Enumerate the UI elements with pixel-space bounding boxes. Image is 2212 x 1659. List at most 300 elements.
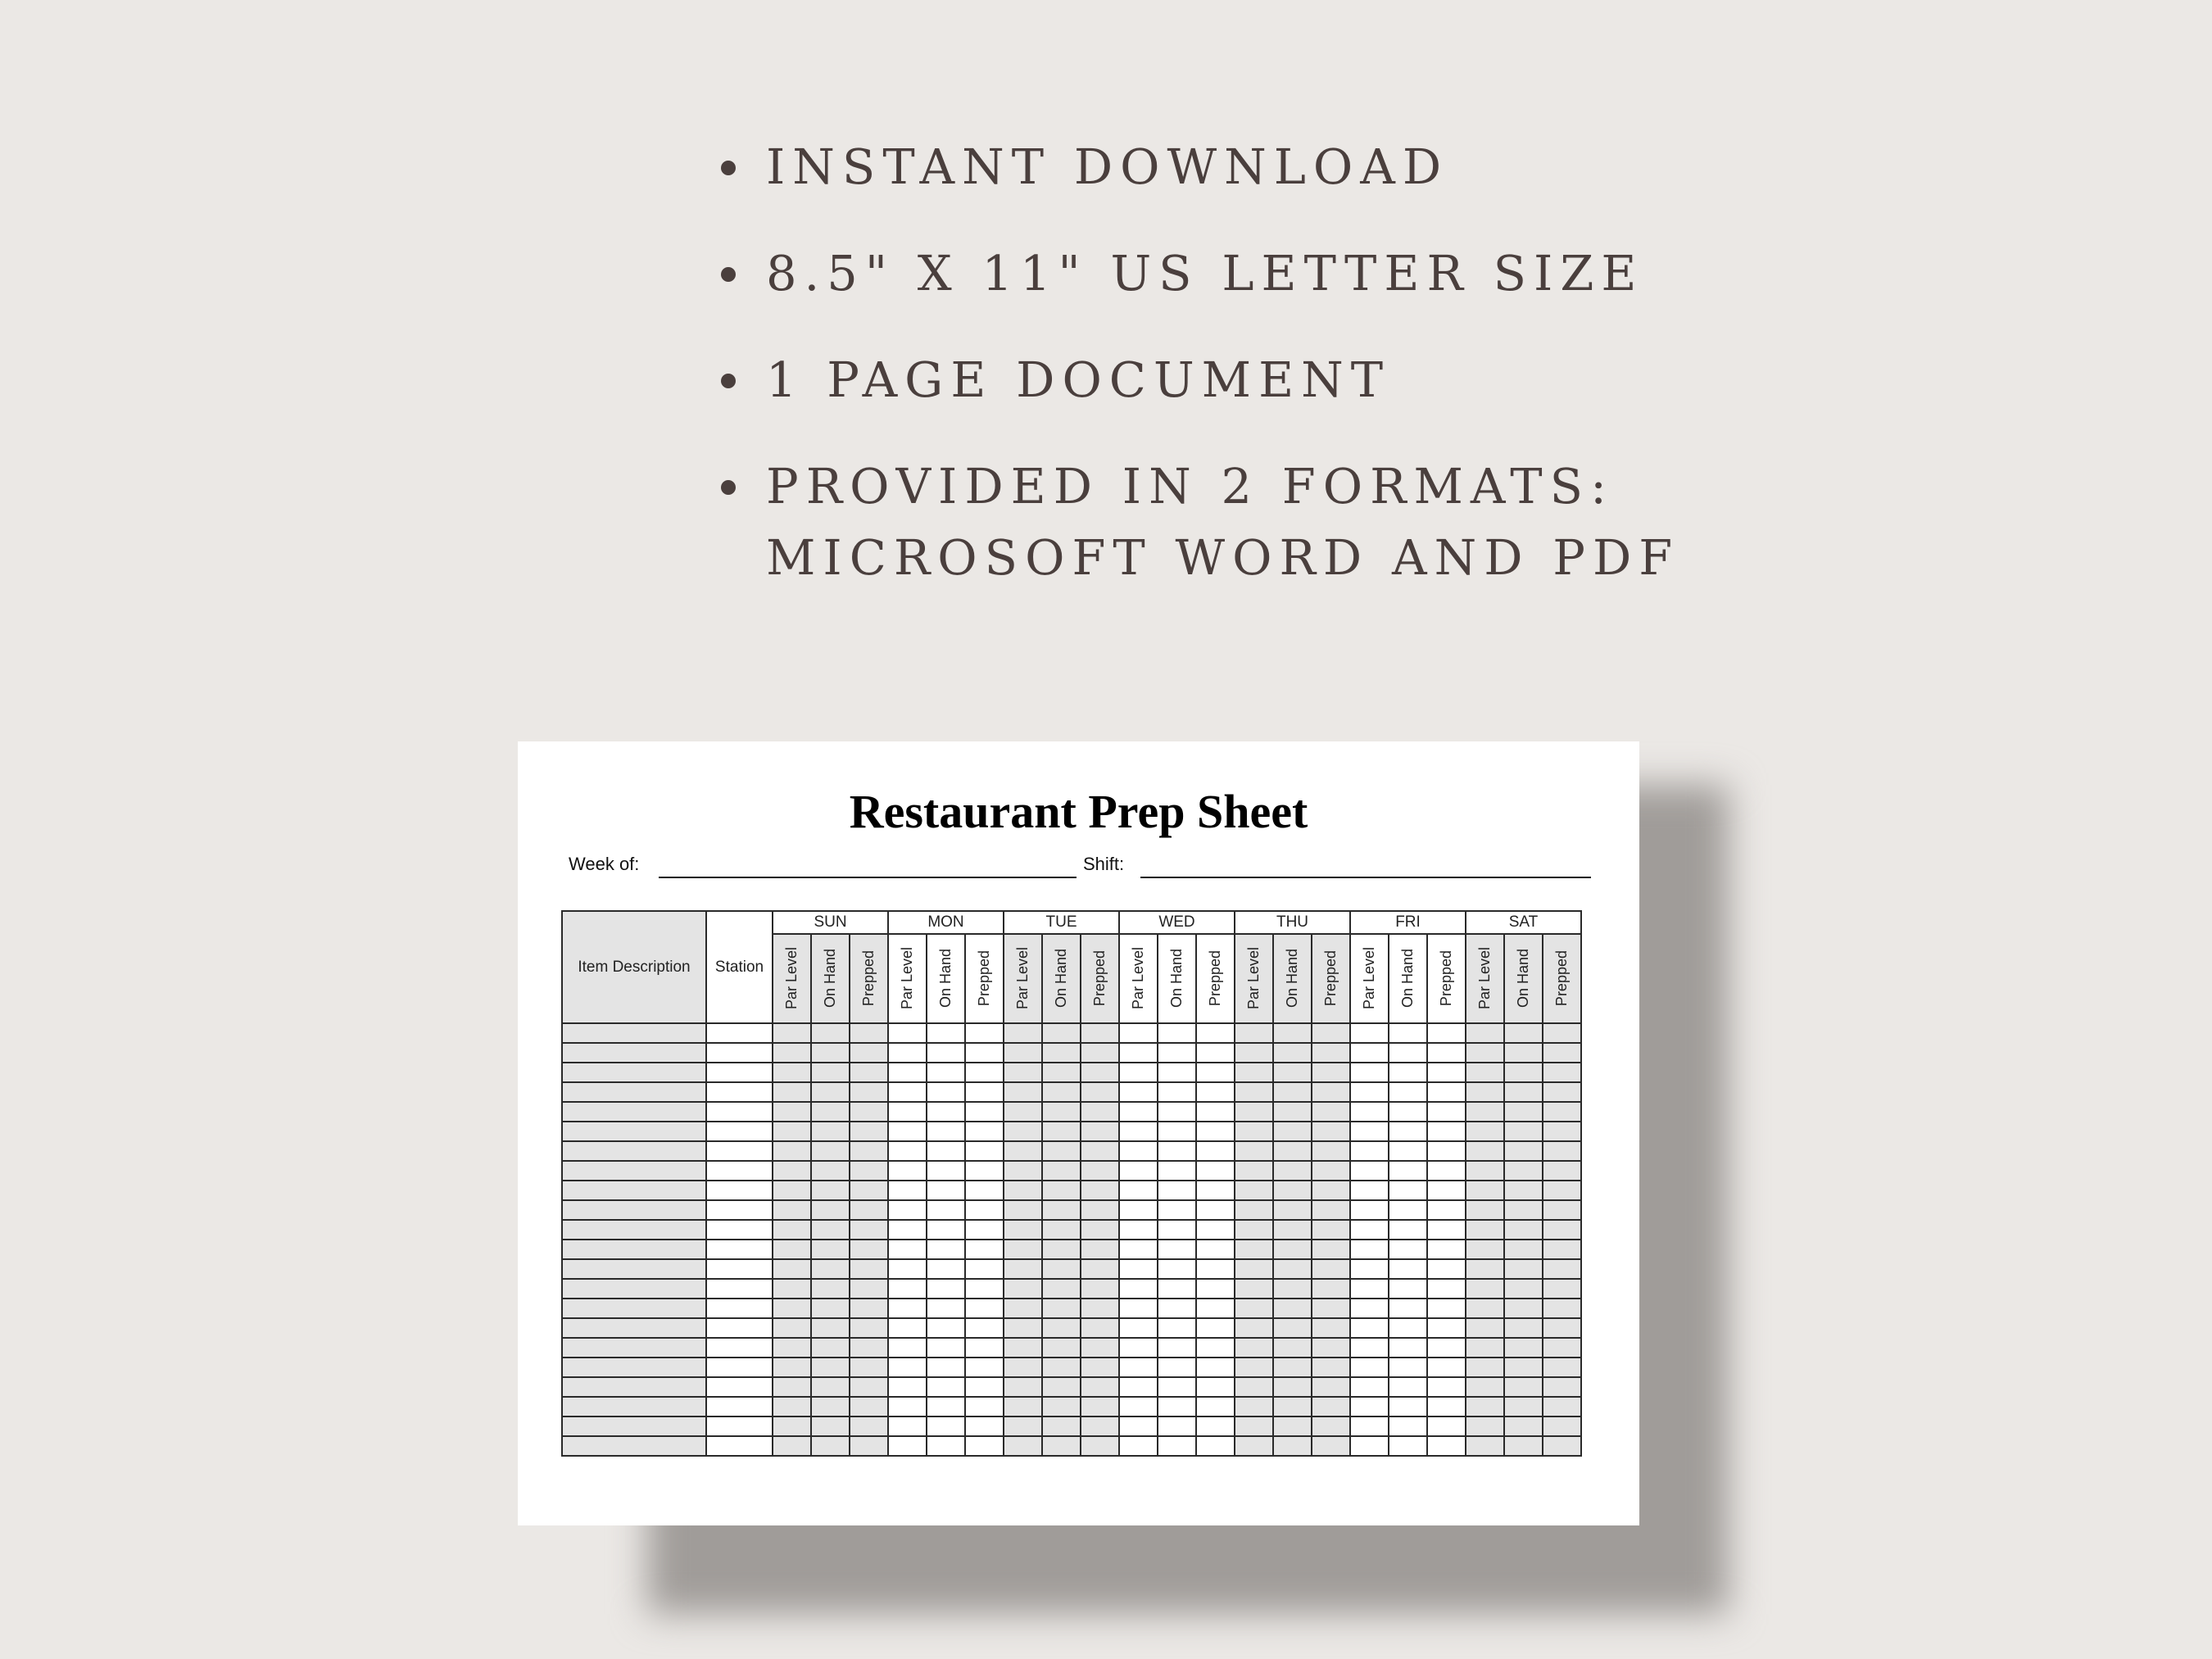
prep-cell[interactable] (1312, 1122, 1350, 1141)
prep-cell[interactable] (1158, 1082, 1196, 1102)
prep-cell[interactable] (1543, 1082, 1581, 1102)
prep-cell[interactable] (1543, 1063, 1581, 1082)
prep-cell[interactable] (965, 1416, 1004, 1436)
prep-cell[interactable] (1004, 1181, 1042, 1200)
prep-cell[interactable] (1350, 1181, 1389, 1200)
prep-cell[interactable] (1427, 1063, 1466, 1082)
prep-cell[interactable] (1119, 1141, 1158, 1161)
prep-cell[interactable] (1119, 1397, 1158, 1416)
prep-cell[interactable] (1466, 1299, 1504, 1318)
prep-cell[interactable] (965, 1102, 1004, 1122)
prep-cell[interactable] (1427, 1043, 1466, 1063)
prep-cell[interactable] (1081, 1200, 1119, 1220)
prep-cell[interactable] (773, 1299, 811, 1318)
prep-cell[interactable] (888, 1220, 927, 1240)
station-cell[interactable] (706, 1063, 773, 1082)
prep-cell[interactable] (1312, 1259, 1350, 1279)
prep-cell[interactable] (1081, 1318, 1119, 1338)
prep-cell[interactable] (1350, 1358, 1389, 1377)
prep-cell[interactable] (1042, 1102, 1081, 1122)
prep-cell[interactable] (888, 1338, 927, 1358)
item-description-cell[interactable] (562, 1397, 706, 1416)
prep-cell[interactable] (1158, 1102, 1196, 1122)
prep-cell[interactable] (1350, 1377, 1389, 1397)
prep-cell[interactable] (1158, 1377, 1196, 1397)
prep-cell[interactable] (1543, 1377, 1581, 1397)
prep-cell[interactable] (1312, 1102, 1350, 1122)
prep-cell[interactable] (1427, 1338, 1466, 1358)
prep-cell[interactable] (1235, 1259, 1273, 1279)
prep-cell[interactable] (850, 1377, 888, 1397)
prep-cell[interactable] (1196, 1063, 1235, 1082)
prep-cell[interactable] (888, 1023, 927, 1043)
prep-cell[interactable] (1427, 1358, 1466, 1377)
prep-cell[interactable] (1466, 1397, 1504, 1416)
prep-cell[interactable] (1119, 1200, 1158, 1220)
station-cell[interactable] (706, 1259, 773, 1279)
prep-cell[interactable] (773, 1023, 811, 1043)
prep-cell[interactable] (1196, 1377, 1235, 1397)
prep-cell[interactable] (1350, 1141, 1389, 1161)
prep-cell[interactable] (1235, 1358, 1273, 1377)
prep-cell[interactable] (1312, 1063, 1350, 1082)
prep-cell[interactable] (927, 1358, 965, 1377)
prep-cell[interactable] (773, 1259, 811, 1279)
prep-cell[interactable] (1004, 1102, 1042, 1122)
prep-cell[interactable] (1466, 1161, 1504, 1181)
prep-cell[interactable] (1466, 1181, 1504, 1200)
prep-cell[interactable] (1119, 1063, 1158, 1082)
prep-cell[interactable] (1081, 1377, 1119, 1397)
prep-cell[interactable] (1042, 1279, 1081, 1299)
prep-cell[interactable] (1235, 1416, 1273, 1436)
prep-cell[interactable] (1042, 1161, 1081, 1181)
item-description-cell[interactable] (562, 1200, 706, 1220)
prep-cell[interactable] (927, 1299, 965, 1318)
prep-cell[interactable] (1196, 1397, 1235, 1416)
item-description-cell[interactable] (562, 1358, 706, 1377)
prep-cell[interactable] (1042, 1082, 1081, 1102)
prep-cell[interactable] (1350, 1397, 1389, 1416)
item-description-cell[interactable] (562, 1043, 706, 1063)
prep-cell[interactable] (1235, 1141, 1273, 1161)
prep-cell[interactable] (1543, 1259, 1581, 1279)
prep-cell[interactable] (850, 1023, 888, 1043)
prep-cell[interactable] (850, 1240, 888, 1259)
item-description-cell[interactable] (562, 1063, 706, 1082)
prep-cell[interactable] (1273, 1023, 1312, 1043)
prep-cell[interactable] (1427, 1240, 1466, 1259)
prep-cell[interactable] (1235, 1397, 1273, 1416)
prep-cell[interactable] (773, 1279, 811, 1299)
prep-cell[interactable] (773, 1397, 811, 1416)
prep-cell[interactable] (1389, 1082, 1427, 1102)
prep-cell[interactable] (1504, 1023, 1543, 1043)
prep-cell[interactable] (1504, 1043, 1543, 1063)
prep-cell[interactable] (850, 1102, 888, 1122)
prep-cell[interactable] (1004, 1318, 1042, 1338)
item-description-cell[interactable] (562, 1338, 706, 1358)
prep-cell[interactable] (965, 1220, 1004, 1240)
prep-cell[interactable] (888, 1436, 927, 1456)
prep-cell[interactable] (1196, 1161, 1235, 1181)
prep-cell[interactable] (1081, 1299, 1119, 1318)
prep-cell[interactable] (1196, 1220, 1235, 1240)
prep-cell[interactable] (1081, 1181, 1119, 1200)
prep-cell[interactable] (1081, 1220, 1119, 1240)
prep-cell[interactable] (811, 1102, 850, 1122)
prep-cell[interactable] (1196, 1023, 1235, 1043)
prep-cell[interactable] (1004, 1023, 1042, 1043)
prep-cell[interactable] (811, 1377, 850, 1397)
prep-cell[interactable] (1543, 1181, 1581, 1200)
prep-cell[interactable] (965, 1181, 1004, 1200)
prep-cell[interactable] (1389, 1240, 1427, 1259)
prep-cell[interactable] (1235, 1299, 1273, 1318)
prep-cell[interactable] (1273, 1358, 1312, 1377)
prep-cell[interactable] (1466, 1063, 1504, 1082)
prep-cell[interactable] (1004, 1220, 1042, 1240)
prep-cell[interactable] (1235, 1279, 1273, 1299)
prep-cell[interactable] (811, 1318, 850, 1338)
prep-cell[interactable] (1543, 1161, 1581, 1181)
prep-cell[interactable] (1119, 1102, 1158, 1122)
prep-cell[interactable] (850, 1318, 888, 1338)
prep-cell[interactable] (850, 1299, 888, 1318)
prep-cell[interactable] (1081, 1259, 1119, 1279)
prep-cell[interactable] (1158, 1416, 1196, 1436)
prep-cell[interactable] (1389, 1141, 1427, 1161)
prep-cell[interactable] (1350, 1200, 1389, 1220)
prep-cell[interactable] (1312, 1397, 1350, 1416)
prep-cell[interactable] (927, 1318, 965, 1338)
prep-cell[interactable] (927, 1082, 965, 1102)
prep-cell[interactable] (1504, 1358, 1543, 1377)
prep-cell[interactable] (1196, 1338, 1235, 1358)
prep-cell[interactable] (1004, 1436, 1042, 1456)
prep-cell[interactable] (1466, 1122, 1504, 1141)
station-cell[interactable] (706, 1200, 773, 1220)
prep-cell[interactable] (773, 1338, 811, 1358)
prep-cell[interactable] (1466, 1436, 1504, 1456)
prep-cell[interactable] (927, 1023, 965, 1043)
prep-cell[interactable] (965, 1377, 1004, 1397)
prep-cell[interactable] (850, 1082, 888, 1102)
station-cell[interactable] (706, 1141, 773, 1161)
prep-cell[interactable] (1081, 1102, 1119, 1122)
prep-cell[interactable] (1504, 1122, 1543, 1141)
prep-cell[interactable] (1273, 1063, 1312, 1082)
prep-cell[interactable] (1427, 1377, 1466, 1397)
prep-cell[interactable] (1427, 1279, 1466, 1299)
prep-cell[interactable] (811, 1259, 850, 1279)
prep-cell[interactable] (1389, 1338, 1427, 1358)
prep-cell[interactable] (1235, 1200, 1273, 1220)
prep-cell[interactable] (1235, 1436, 1273, 1456)
station-cell[interactable] (706, 1043, 773, 1063)
prep-cell[interactable] (1004, 1141, 1042, 1161)
station-cell[interactable] (706, 1240, 773, 1259)
prep-cell[interactable] (1389, 1200, 1427, 1220)
prep-cell[interactable] (1081, 1082, 1119, 1102)
prep-cell[interactable] (1466, 1102, 1504, 1122)
prep-cell[interactable] (1543, 1318, 1581, 1338)
prep-cell[interactable] (1004, 1397, 1042, 1416)
prep-cell[interactable] (1350, 1082, 1389, 1102)
prep-cell[interactable] (773, 1181, 811, 1200)
prep-cell[interactable] (965, 1063, 1004, 1082)
prep-cell[interactable] (1004, 1240, 1042, 1259)
prep-cell[interactable] (1158, 1122, 1196, 1141)
prep-cell[interactable] (1196, 1122, 1235, 1141)
prep-cell[interactable] (811, 1141, 850, 1161)
prep-cell[interactable] (1235, 1377, 1273, 1397)
prep-cell[interactable] (927, 1397, 965, 1416)
station-cell[interactable] (706, 1220, 773, 1240)
prep-cell[interactable] (1427, 1416, 1466, 1436)
prep-cell[interactable] (1543, 1279, 1581, 1299)
prep-cell[interactable] (1158, 1063, 1196, 1082)
prep-cell[interactable] (1158, 1338, 1196, 1358)
prep-cell[interactable] (1504, 1416, 1543, 1436)
prep-cell[interactable] (965, 1240, 1004, 1259)
prep-cell[interactable] (1081, 1023, 1119, 1043)
prep-cell[interactable] (1466, 1141, 1504, 1161)
prep-cell[interactable] (811, 1240, 850, 1259)
prep-cell[interactable] (773, 1377, 811, 1397)
prep-cell[interactable] (1350, 1122, 1389, 1141)
prep-cell[interactable] (1389, 1102, 1427, 1122)
prep-cell[interactable] (888, 1063, 927, 1082)
item-description-cell[interactable] (562, 1122, 706, 1141)
prep-cell[interactable] (1466, 1318, 1504, 1338)
item-description-cell[interactable] (562, 1436, 706, 1456)
prep-cell[interactable] (1042, 1023, 1081, 1043)
prep-cell[interactable] (927, 1240, 965, 1259)
prep-cell[interactable] (1504, 1240, 1543, 1259)
prep-cell[interactable] (1504, 1161, 1543, 1181)
prep-cell[interactable] (927, 1377, 965, 1397)
prep-cell[interactable] (1466, 1279, 1504, 1299)
prep-cell[interactable] (811, 1416, 850, 1436)
prep-cell[interactable] (1312, 1082, 1350, 1102)
prep-cell[interactable] (773, 1358, 811, 1377)
prep-cell[interactable] (1158, 1397, 1196, 1416)
prep-cell[interactable] (927, 1220, 965, 1240)
prep-cell[interactable] (1158, 1141, 1196, 1161)
prep-cell[interactable] (965, 1141, 1004, 1161)
prep-cell[interactable] (811, 1220, 850, 1240)
prep-cell[interactable] (1042, 1200, 1081, 1220)
prep-cell[interactable] (1504, 1259, 1543, 1279)
prep-cell[interactable] (1004, 1279, 1042, 1299)
prep-cell[interactable] (1504, 1318, 1543, 1338)
prep-cell[interactable] (1273, 1161, 1312, 1181)
prep-cell[interactable] (1235, 1338, 1273, 1358)
prep-cell[interactable] (1196, 1318, 1235, 1338)
prep-cell[interactable] (1158, 1240, 1196, 1259)
prep-cell[interactable] (850, 1338, 888, 1358)
prep-cell[interactable] (1504, 1141, 1543, 1161)
prep-cell[interactable] (1081, 1122, 1119, 1141)
prep-cell[interactable] (850, 1043, 888, 1063)
prep-cell[interactable] (1466, 1259, 1504, 1279)
prep-cell[interactable] (1042, 1181, 1081, 1200)
prep-cell[interactable] (1004, 1299, 1042, 1318)
prep-cell[interactable] (1042, 1220, 1081, 1240)
prep-cell[interactable] (965, 1318, 1004, 1338)
prep-cell[interactable] (850, 1358, 888, 1377)
prep-cell[interactable] (1543, 1240, 1581, 1259)
prep-cell[interactable] (1196, 1259, 1235, 1279)
prep-cell[interactable] (1004, 1358, 1042, 1377)
prep-cell[interactable] (1350, 1279, 1389, 1299)
prep-cell[interactable] (1466, 1240, 1504, 1259)
prep-cell[interactable] (1312, 1161, 1350, 1181)
prep-cell[interactable] (1042, 1318, 1081, 1338)
prep-cell[interactable] (1427, 1102, 1466, 1122)
prep-cell[interactable] (927, 1338, 965, 1358)
prep-cell[interactable] (888, 1358, 927, 1377)
item-description-cell[interactable] (562, 1082, 706, 1102)
prep-cell[interactable] (1042, 1043, 1081, 1063)
prep-cell[interactable] (1119, 1220, 1158, 1240)
prep-cell[interactable] (1235, 1063, 1273, 1082)
prep-cell[interactable] (1196, 1082, 1235, 1102)
prep-cell[interactable] (1235, 1043, 1273, 1063)
prep-cell[interactable] (888, 1397, 927, 1416)
prep-cell[interactable] (1389, 1377, 1427, 1397)
prep-cell[interactable] (1466, 1082, 1504, 1102)
prep-cell[interactable] (1427, 1436, 1466, 1456)
prep-cell[interactable] (1119, 1082, 1158, 1102)
prep-cell[interactable] (1273, 1436, 1312, 1456)
prep-cell[interactable] (965, 1161, 1004, 1181)
prep-cell[interactable] (1004, 1259, 1042, 1279)
prep-cell[interactable] (965, 1279, 1004, 1299)
prep-cell[interactable] (1081, 1240, 1119, 1259)
prep-cell[interactable] (965, 1043, 1004, 1063)
prep-cell[interactable] (773, 1200, 811, 1220)
prep-cell[interactable] (888, 1377, 927, 1397)
prep-cell[interactable] (1042, 1436, 1081, 1456)
prep-cell[interactable] (1504, 1436, 1543, 1456)
prep-cell[interactable] (1081, 1043, 1119, 1063)
station-cell[interactable] (706, 1318, 773, 1338)
prep-cell[interactable] (773, 1436, 811, 1456)
prep-cell[interactable] (1158, 1023, 1196, 1043)
prep-cell[interactable] (1504, 1102, 1543, 1122)
prep-cell[interactable] (1312, 1023, 1350, 1043)
prep-cell[interactable] (1273, 1220, 1312, 1240)
prep-cell[interactable] (1312, 1220, 1350, 1240)
prep-cell[interactable] (811, 1063, 850, 1082)
prep-cell[interactable] (773, 1416, 811, 1436)
prep-cell[interactable] (773, 1161, 811, 1181)
prep-cell[interactable] (1235, 1240, 1273, 1259)
item-description-cell[interactable] (562, 1023, 706, 1043)
prep-cell[interactable] (1273, 1102, 1312, 1122)
prep-cell[interactable] (927, 1259, 965, 1279)
prep-cell[interactable] (1312, 1141, 1350, 1161)
prep-cell[interactable] (1466, 1416, 1504, 1436)
prep-cell[interactable] (1427, 1200, 1466, 1220)
prep-cell[interactable] (965, 1122, 1004, 1141)
prep-cell[interactable] (773, 1102, 811, 1122)
prep-cell[interactable] (1389, 1063, 1427, 1082)
prep-cell[interactable] (1466, 1023, 1504, 1043)
prep-cell[interactable] (1235, 1318, 1273, 1338)
prep-cell[interactable] (773, 1122, 811, 1141)
station-cell[interactable] (706, 1102, 773, 1122)
prep-cell[interactable] (1466, 1358, 1504, 1377)
prep-cell[interactable] (811, 1358, 850, 1377)
prep-cell[interactable] (850, 1416, 888, 1436)
prep-cell[interactable] (850, 1259, 888, 1279)
prep-cell[interactable] (1543, 1141, 1581, 1161)
prep-cell[interactable] (773, 1220, 811, 1240)
prep-cell[interactable] (888, 1181, 927, 1200)
prep-cell[interactable] (811, 1279, 850, 1299)
prep-cell[interactable] (1504, 1181, 1543, 1200)
prep-cell[interactable] (1504, 1220, 1543, 1240)
prep-cell[interactable] (1196, 1102, 1235, 1122)
prep-cell[interactable] (1081, 1141, 1119, 1161)
prep-cell[interactable] (1273, 1240, 1312, 1259)
prep-cell[interactable] (1196, 1299, 1235, 1318)
prep-cell[interactable] (1119, 1299, 1158, 1318)
prep-cell[interactable] (965, 1299, 1004, 1318)
prep-cell[interactable] (1389, 1259, 1427, 1279)
prep-cell[interactable] (1196, 1436, 1235, 1456)
prep-cell[interactable] (1389, 1416, 1427, 1436)
prep-cell[interactable] (965, 1397, 1004, 1416)
item-description-cell[interactable] (562, 1141, 706, 1161)
item-description-cell[interactable] (562, 1240, 706, 1259)
prep-cell[interactable] (850, 1122, 888, 1141)
prep-cell[interactable] (1504, 1082, 1543, 1102)
prep-cell[interactable] (965, 1338, 1004, 1358)
prep-cell[interactable] (1235, 1181, 1273, 1200)
prep-cell[interactable] (1119, 1240, 1158, 1259)
item-description-cell[interactable] (562, 1377, 706, 1397)
station-cell[interactable] (706, 1279, 773, 1299)
station-cell[interactable] (706, 1436, 773, 1456)
prep-cell[interactable] (1119, 1338, 1158, 1358)
prep-cell[interactable] (1119, 1279, 1158, 1299)
prep-cell[interactable] (888, 1279, 927, 1299)
prep-cell[interactable] (1273, 1043, 1312, 1063)
prep-cell[interactable] (1389, 1436, 1427, 1456)
prep-cell[interactable] (1004, 1416, 1042, 1436)
prep-cell[interactable] (1196, 1279, 1235, 1299)
prep-cell[interactable] (1042, 1416, 1081, 1436)
prep-cell[interactable] (1312, 1240, 1350, 1259)
prep-cell[interactable] (927, 1063, 965, 1082)
prep-cell[interactable] (773, 1318, 811, 1338)
prep-cell[interactable] (1350, 1161, 1389, 1181)
prep-cell[interactable] (1273, 1299, 1312, 1318)
prep-cell[interactable] (1042, 1299, 1081, 1318)
station-cell[interactable] (706, 1416, 773, 1436)
prep-cell[interactable] (1350, 1063, 1389, 1082)
prep-cell[interactable] (1543, 1358, 1581, 1377)
prep-cell[interactable] (1119, 1377, 1158, 1397)
prep-cell[interactable] (1273, 1397, 1312, 1416)
prep-cell[interactable] (1389, 1122, 1427, 1141)
station-cell[interactable] (706, 1299, 773, 1318)
prep-cell[interactable] (1196, 1416, 1235, 1436)
